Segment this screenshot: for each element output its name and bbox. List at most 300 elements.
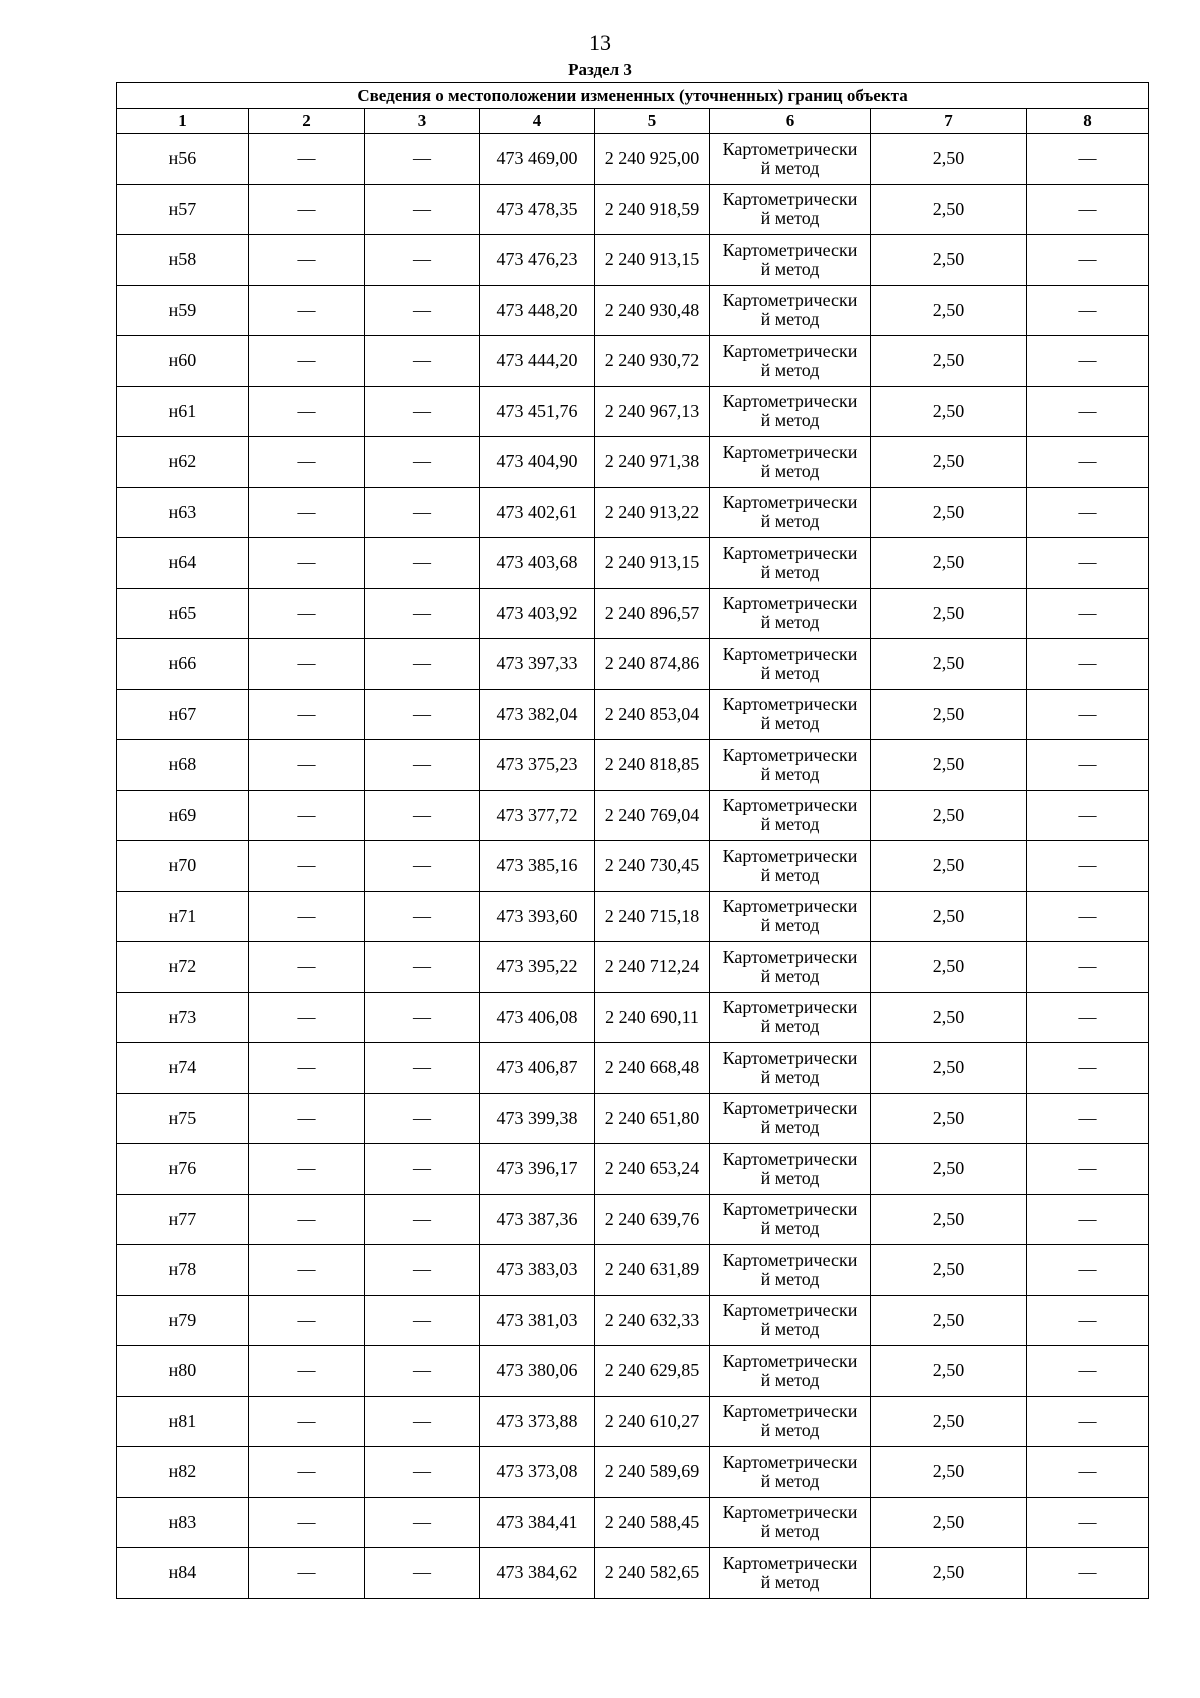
accuracy-cell: 2,50	[871, 538, 1027, 589]
coord-y-cell: 2 240 874,86	[595, 639, 710, 690]
method-line-2: й метод	[760, 359, 820, 380]
col3-cell: —	[365, 134, 480, 185]
accuracy-cell: 2,50	[871, 942, 1027, 993]
method-line-1: Картометрически	[722, 189, 858, 210]
col3-cell: —	[365, 1396, 480, 1447]
method-line-1: Картометрически	[722, 1098, 858, 1119]
table-row	[117, 1245, 1149, 1296]
coord-x-cell: 473 384,41	[480, 1497, 595, 1548]
col2-cell: —	[249, 1447, 365, 1498]
coord-x-cell: 473 382,04	[480, 689, 595, 740]
method-line-2: й метод	[760, 1268, 820, 1289]
accuracy-cell: 2,50	[871, 740, 1027, 791]
method-line-1: Картометрически	[722, 1148, 858, 1169]
method-cell	[710, 487, 871, 538]
column-header-8: 8	[1027, 109, 1149, 134]
method-line-1: Картометрически	[722, 946, 858, 967]
method-line-1: Картометрически	[722, 340, 858, 361]
table-row	[117, 942, 1149, 993]
coord-x-cell: 473 403,92	[480, 588, 595, 639]
col2-cell: —	[249, 285, 365, 336]
col8-cell: —	[1027, 386, 1149, 437]
col8-cell: —	[1027, 1497, 1149, 1548]
method-line-2: й метод	[760, 157, 820, 178]
method-cell	[710, 1548, 871, 1599]
point-name-cell: н63	[117, 487, 249, 538]
coord-x-cell: 473 478,35	[480, 184, 595, 235]
col8-cell: —	[1027, 1396, 1149, 1447]
method-cell	[710, 790, 871, 841]
table-row	[117, 1093, 1149, 1144]
table-title: Сведения о местоположении измененных (уточненных) границ объекта	[117, 83, 1149, 109]
method-line-2: й метод	[760, 1167, 820, 1188]
coord-x-cell: 473 397,33	[480, 639, 595, 690]
method-line-1: Картометрически	[722, 542, 858, 563]
method-cell	[710, 184, 871, 235]
method-cell	[710, 992, 871, 1043]
point-name-cell: н81	[117, 1396, 249, 1447]
table-row	[117, 1497, 1149, 1548]
coord-x-cell: 473 380,06	[480, 1346, 595, 1397]
col2-cell: —	[249, 1497, 365, 1548]
method-cell	[710, 134, 871, 185]
method-line-2: й метод	[760, 915, 820, 936]
coord-x-cell: 473 448,20	[480, 285, 595, 336]
point-name-cell: н59	[117, 285, 249, 336]
table-row	[117, 740, 1149, 791]
method-line-1: Картометрически	[722, 1401, 858, 1422]
col8-cell: —	[1027, 336, 1149, 387]
col3-cell: —	[365, 1194, 480, 1245]
col3-cell: —	[365, 285, 480, 336]
coord-y-cell: 2 240 632,33	[595, 1295, 710, 1346]
method-line-1: Картометрически	[722, 391, 858, 412]
col8-cell: —	[1027, 1194, 1149, 1245]
coord-y-cell: 2 240 930,72	[595, 336, 710, 387]
method-cell	[710, 336, 871, 387]
col8-cell: —	[1027, 588, 1149, 639]
accuracy-cell: 2,50	[871, 386, 1027, 437]
column-header-2: 2	[249, 109, 365, 134]
point-name-cell: н69	[117, 790, 249, 841]
method-line-1: Картометрически	[722, 138, 858, 159]
col2-cell: —	[249, 184, 365, 235]
method-line-2: й метод	[760, 814, 820, 835]
table-row	[117, 1396, 1149, 1447]
coord-y-cell: 2 240 631,89	[595, 1245, 710, 1296]
col8-cell: —	[1027, 891, 1149, 942]
accuracy-cell: 2,50	[871, 1497, 1027, 1548]
col3-cell: —	[365, 1245, 480, 1296]
accuracy-cell: 2,50	[871, 1144, 1027, 1195]
accuracy-cell: 2,50	[871, 1245, 1027, 1296]
col8-cell: —	[1027, 1093, 1149, 1144]
col8-cell: —	[1027, 1245, 1149, 1296]
column-header-3: 3	[365, 109, 480, 134]
point-name-cell: н79	[117, 1295, 249, 1346]
coord-x-cell: 473 396,17	[480, 1144, 595, 1195]
coord-x-cell: 473 469,00	[480, 134, 595, 185]
col8-cell: —	[1027, 235, 1149, 286]
point-name-cell: н64	[117, 538, 249, 589]
col8-cell: —	[1027, 1295, 1149, 1346]
coord-y-cell: 2 240 818,85	[595, 740, 710, 791]
section-title: Раздел 3	[568, 60, 632, 79]
column-header-5: 5	[595, 109, 710, 134]
method-line-1: Картометрически	[722, 795, 858, 816]
coord-x-cell: 473 383,03	[480, 1245, 595, 1296]
coord-x-cell: 473 381,03	[480, 1295, 595, 1346]
method-line-2: й метод	[760, 410, 820, 431]
point-name-cell: н57	[117, 184, 249, 235]
accuracy-cell: 2,50	[871, 235, 1027, 286]
coord-y-cell: 2 240 651,80	[595, 1093, 710, 1144]
method-line-2: й метод	[760, 864, 820, 885]
col2-cell: —	[249, 1144, 365, 1195]
point-name-cell: н65	[117, 588, 249, 639]
method-cell	[710, 1497, 871, 1548]
method-line-2: й метод	[760, 1420, 820, 1441]
method-line-2: й метод	[760, 511, 820, 532]
method-cell	[710, 1295, 871, 1346]
table-row	[117, 487, 1149, 538]
method-cell	[710, 588, 871, 639]
method-cell	[710, 1245, 871, 1296]
coord-x-cell: 473 399,38	[480, 1093, 595, 1144]
coord-y-cell: 2 240 925,00	[595, 134, 710, 185]
coord-y-cell: 2 240 769,04	[595, 790, 710, 841]
col3-cell: —	[365, 1295, 480, 1346]
col3-cell: —	[365, 487, 480, 538]
col2-cell: —	[249, 538, 365, 589]
coord-y-cell: 2 240 589,69	[595, 1447, 710, 1498]
col8-cell: —	[1027, 689, 1149, 740]
point-name-cell: н74	[117, 1043, 249, 1094]
point-name-cell: н82	[117, 1447, 249, 1498]
method-cell	[710, 1194, 871, 1245]
method-line-1: Картометрически	[722, 593, 858, 614]
coord-y-cell: 2 240 690,11	[595, 992, 710, 1043]
col3-cell: —	[365, 588, 480, 639]
table-row	[117, 639, 1149, 690]
col8-cell: —	[1027, 841, 1149, 892]
col2-cell: —	[249, 437, 365, 488]
coord-y-cell: 2 240 653,24	[595, 1144, 710, 1195]
col3-cell: —	[365, 386, 480, 437]
col2-cell: —	[249, 891, 365, 942]
col3-cell: —	[365, 1548, 480, 1599]
col2-cell: —	[249, 487, 365, 538]
table-row	[117, 386, 1149, 437]
method-cell	[710, 639, 871, 690]
col3-cell: —	[365, 1346, 480, 1397]
method-line-1: Картометрически	[722, 441, 858, 462]
accuracy-cell: 2,50	[871, 790, 1027, 841]
table-row	[117, 235, 1149, 286]
method-line-2: й метод	[760, 1016, 820, 1037]
coord-x-cell: 473 373,08	[480, 1447, 595, 1498]
col2-cell: —	[249, 1346, 365, 1397]
col3-cell: —	[365, 1093, 480, 1144]
col2-cell: —	[249, 235, 365, 286]
coord-y-cell: 2 240 588,45	[595, 1497, 710, 1548]
coord-x-cell: 473 402,61	[480, 487, 595, 538]
method-cell	[710, 1447, 871, 1498]
method-cell	[710, 740, 871, 791]
coord-y-cell: 2 240 715,18	[595, 891, 710, 942]
col3-cell: —	[365, 639, 480, 690]
coord-x-cell: 473 451,76	[480, 386, 595, 437]
method-line-1: Картометрически	[722, 1502, 858, 1523]
page-number: 13	[589, 30, 611, 55]
col2-cell: —	[249, 1194, 365, 1245]
method-cell	[710, 891, 871, 942]
point-name-cell: н84	[117, 1548, 249, 1599]
accuracy-cell: 2,50	[871, 437, 1027, 488]
col3-cell: —	[365, 184, 480, 235]
col3-cell: —	[365, 1144, 480, 1195]
point-name-cell: н61	[117, 386, 249, 437]
col8-cell: —	[1027, 992, 1149, 1043]
table-row	[117, 1144, 1149, 1195]
accuracy-cell: 2,50	[871, 1093, 1027, 1144]
col2-cell: —	[249, 386, 365, 437]
method-line-1: Картометрически	[722, 997, 858, 1018]
method-line-1: Картометрически	[722, 239, 858, 260]
method-line-2: й метод	[760, 612, 820, 633]
method-line-2: й метод	[760, 713, 820, 734]
col8-cell: —	[1027, 285, 1149, 336]
table-row	[117, 1346, 1149, 1397]
coord-y-cell: 2 240 610,27	[595, 1396, 710, 1447]
table-row	[117, 1194, 1149, 1245]
col8-cell: —	[1027, 740, 1149, 791]
accuracy-cell: 2,50	[871, 1447, 1027, 1498]
col3-cell: —	[365, 336, 480, 387]
point-name-cell: н56	[117, 134, 249, 185]
coord-y-cell: 2 240 582,65	[595, 1548, 710, 1599]
coord-y-cell: 2 240 668,48	[595, 1043, 710, 1094]
method-line-1: Картометрически	[722, 1199, 858, 1220]
col2-cell: —	[249, 841, 365, 892]
coord-y-cell: 2 240 712,24	[595, 942, 710, 993]
column-header-1: 1	[117, 109, 249, 134]
col2-cell: —	[249, 588, 365, 639]
accuracy-cell: 2,50	[871, 1548, 1027, 1599]
coord-y-cell: 2 240 913,15	[595, 235, 710, 286]
col8-cell: —	[1027, 184, 1149, 235]
coord-x-cell: 473 393,60	[480, 891, 595, 942]
table-row	[117, 1548, 1149, 1599]
method-line-2: й метод	[760, 309, 820, 330]
point-name-cell: н58	[117, 235, 249, 286]
point-name-cell: н80	[117, 1346, 249, 1397]
method-line-1: Картометрически	[722, 1552, 858, 1573]
col8-cell: —	[1027, 487, 1149, 538]
method-cell	[710, 235, 871, 286]
accuracy-cell: 2,50	[871, 891, 1027, 942]
col8-cell: —	[1027, 437, 1149, 488]
method-line-2: й метод	[760, 1117, 820, 1138]
accuracy-cell: 2,50	[871, 285, 1027, 336]
method-cell	[710, 841, 871, 892]
method-line-1: Картометрически	[722, 643, 858, 664]
point-name-cell: н75	[117, 1093, 249, 1144]
coord-x-cell: 473 384,62	[480, 1548, 595, 1599]
point-name-cell: н60	[117, 336, 249, 387]
method-line-1: Картометрически	[722, 694, 858, 715]
table-row	[117, 134, 1149, 185]
method-line-2: й метод	[760, 965, 820, 986]
method-cell	[710, 689, 871, 740]
accuracy-cell: 2,50	[871, 1346, 1027, 1397]
col2-cell: —	[249, 1295, 365, 1346]
method-line-1: Картометрически	[722, 1300, 858, 1321]
col3-cell: —	[365, 891, 480, 942]
column-header-7: 7	[871, 109, 1027, 134]
table-row	[117, 689, 1149, 740]
method-line-1: Картометрически	[722, 896, 858, 917]
col8-cell: —	[1027, 1346, 1149, 1397]
col3-cell: —	[365, 437, 480, 488]
col3-cell: —	[365, 841, 480, 892]
coord-x-cell: 473 404,90	[480, 437, 595, 488]
accuracy-cell: 2,50	[871, 1194, 1027, 1245]
col3-cell: —	[365, 942, 480, 993]
coord-x-cell: 473 406,08	[480, 992, 595, 1043]
col3-cell: —	[365, 992, 480, 1043]
col2-cell: —	[249, 689, 365, 740]
point-name-cell: н66	[117, 639, 249, 690]
table-row	[117, 790, 1149, 841]
method-cell	[710, 1093, 871, 1144]
method-line-2: й метод	[760, 460, 820, 481]
col2-cell: —	[249, 740, 365, 791]
method-line-2: й метод	[760, 1470, 820, 1491]
coord-y-cell: 2 240 967,13	[595, 386, 710, 437]
accuracy-cell: 2,50	[871, 588, 1027, 639]
table-row	[117, 437, 1149, 488]
col2-cell: —	[249, 790, 365, 841]
coord-x-cell: 473 444,20	[480, 336, 595, 387]
col2-cell: —	[249, 1396, 365, 1447]
coord-x-cell: 473 373,88	[480, 1396, 595, 1447]
coord-x-cell: 473 476,23	[480, 235, 595, 286]
method-line-1: Картометрически	[722, 744, 858, 765]
method-cell	[710, 1346, 871, 1397]
col3-cell: —	[365, 1447, 480, 1498]
table-row	[117, 1447, 1149, 1498]
col3-cell: —	[365, 790, 480, 841]
table-row	[117, 1043, 1149, 1094]
accuracy-cell: 2,50	[871, 336, 1027, 387]
accuracy-cell: 2,50	[871, 1396, 1027, 1447]
accuracy-cell: 2,50	[871, 1295, 1027, 1346]
method-line-2: й метод	[760, 763, 820, 784]
method-line-2: й метод	[760, 208, 820, 229]
column-header-4: 4	[480, 109, 595, 134]
coord-y-cell: 2 240 853,04	[595, 689, 710, 740]
accuracy-cell: 2,50	[871, 134, 1027, 185]
method-cell	[710, 1043, 871, 1094]
point-name-cell: н70	[117, 841, 249, 892]
col3-cell: —	[365, 1497, 480, 1548]
coord-y-cell: 2 240 896,57	[595, 588, 710, 639]
col2-cell: —	[249, 1245, 365, 1296]
col2-cell: —	[249, 942, 365, 993]
point-name-cell: н72	[117, 942, 249, 993]
point-name-cell: н83	[117, 1497, 249, 1548]
coord-x-cell: 473 375,23	[480, 740, 595, 791]
point-name-cell: н77	[117, 1194, 249, 1245]
table-row	[117, 588, 1149, 639]
col2-cell: —	[249, 134, 365, 185]
method-line-1: Картометрически	[722, 1047, 858, 1068]
table-body	[117, 134, 1149, 1599]
col8-cell: —	[1027, 1043, 1149, 1094]
method-cell	[710, 437, 871, 488]
col8-cell: —	[1027, 790, 1149, 841]
method-cell	[710, 386, 871, 437]
coord-x-cell: 473 387,36	[480, 1194, 595, 1245]
col8-cell: —	[1027, 1144, 1149, 1195]
point-name-cell: н67	[117, 689, 249, 740]
method-line-2: й метод	[760, 1319, 820, 1340]
table-row	[117, 992, 1149, 1043]
col8-cell: —	[1027, 1548, 1149, 1599]
accuracy-cell: 2,50	[871, 184, 1027, 235]
coord-x-cell: 473 385,16	[480, 841, 595, 892]
col2-cell: —	[249, 336, 365, 387]
coord-x-cell: 473 406,87	[480, 1043, 595, 1094]
col3-cell: —	[365, 1043, 480, 1094]
method-line-1: Картометрически	[722, 1451, 858, 1472]
method-line-1: Картометрически	[722, 492, 858, 513]
col8-cell: —	[1027, 538, 1149, 589]
method-line-2: й метод	[760, 1066, 820, 1087]
method-line-1: Картометрически	[722, 290, 858, 311]
coord-y-cell: 2 240 971,38	[595, 437, 710, 488]
accuracy-cell: 2,50	[871, 841, 1027, 892]
coord-y-cell: 2 240 913,22	[595, 487, 710, 538]
accuracy-cell: 2,50	[871, 639, 1027, 690]
coord-y-cell: 2 240 913,15	[595, 538, 710, 589]
col2-cell: —	[249, 992, 365, 1043]
method-line-1: Картометрически	[722, 1350, 858, 1371]
coord-y-cell: 2 240 639,76	[595, 1194, 710, 1245]
method-line-1: Картометрически	[722, 1249, 858, 1270]
col3-cell: —	[365, 740, 480, 791]
method-cell	[710, 538, 871, 589]
method-line-2: й метод	[760, 258, 820, 279]
accuracy-cell: 2,50	[871, 689, 1027, 740]
method-line-2: й метод	[760, 662, 820, 683]
coord-x-cell: 473 403,68	[480, 538, 595, 589]
point-name-cell: н78	[117, 1245, 249, 1296]
table-row	[117, 184, 1149, 235]
method-cell	[710, 1144, 871, 1195]
col2-cell: —	[249, 1043, 365, 1094]
point-name-cell: н62	[117, 437, 249, 488]
method-line-2: й метод	[760, 1521, 820, 1542]
accuracy-cell: 2,50	[871, 992, 1027, 1043]
point-name-cell: н73	[117, 992, 249, 1043]
col2-cell: —	[249, 1093, 365, 1144]
method-cell	[710, 942, 871, 993]
coord-y-cell: 2 240 930,48	[595, 285, 710, 336]
table-row	[117, 336, 1149, 387]
coord-y-cell: 2 240 730,45	[595, 841, 710, 892]
